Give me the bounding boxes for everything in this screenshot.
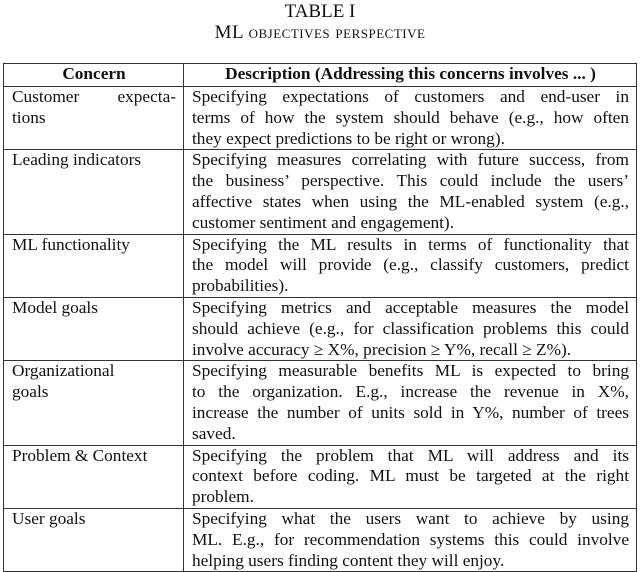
table-row bbox=[4, 361, 637, 445]
concern-cell bbox=[4, 234, 184, 297]
concern-line: Organizational bbox=[12, 361, 115, 381]
concern-line: tions bbox=[12, 107, 46, 127]
header-description: Description (Addressing this concerns involves ... ) bbox=[184, 64, 637, 87]
description-cell bbox=[184, 87, 637, 150]
description-cell bbox=[184, 150, 637, 234]
description-line: involve accuracy ≥ X%, precision ≥ Y%, recall ≥ Z%). bbox=[192, 339, 572, 359]
description-cell bbox=[184, 508, 637, 571]
description-line: Specifying the problem that ML will address and its bbox=[192, 445, 629, 465]
table-row bbox=[4, 445, 637, 508]
description-line: to the organization. E.g., increase the revenue in X%, bbox=[192, 382, 629, 402]
description-cell bbox=[184, 234, 637, 297]
description-line: terms of how the system should behave (e.g., how often bbox=[192, 107, 629, 127]
concern-cell bbox=[4, 508, 184, 571]
table-row bbox=[4, 87, 637, 150]
description-line: the model will provide (e.g., classify customers, predict bbox=[192, 255, 629, 275]
table-label: TABLE I bbox=[284, 1, 356, 22]
description-line: context before coding. ML must be targeted at the right bbox=[192, 466, 629, 486]
description-line: should achieve (e.g., for classification problems this could bbox=[192, 318, 629, 338]
table-row bbox=[4, 150, 637, 234]
description-cell bbox=[184, 361, 637, 445]
description-cell bbox=[184, 445, 637, 508]
description-line: Specifying measurable benefits ML is expected to bring bbox=[192, 361, 629, 381]
description-line: Specifying expectations of customers and end-user in bbox=[192, 87, 629, 106]
description-line: Specifying the ML results in terms of functionality that bbox=[192, 234, 629, 254]
description-line: helping users finding content they will enjoy. bbox=[192, 550, 505, 570]
table-body bbox=[4, 87, 637, 572]
description-line: customer sentiment and engagement). bbox=[192, 212, 455, 232]
description-line: Specifying what the users want to achieve by using bbox=[192, 508, 629, 528]
description-line: Specifying measures correlating with future success, from bbox=[192, 150, 629, 170]
description-line: problem. bbox=[192, 487, 254, 507]
concern-cell bbox=[4, 150, 184, 234]
table-row bbox=[4, 234, 637, 297]
table-row bbox=[4, 297, 637, 360]
concern-cell bbox=[4, 87, 184, 150]
description-line: ML. E.g., for recommendation systems this could involve bbox=[192, 529, 629, 549]
concern-line: Model goals bbox=[12, 297, 98, 317]
concern-line: Leading indicators bbox=[12, 150, 142, 170]
concern-line: User goals bbox=[12, 508, 86, 528]
concern-line: ML functionality bbox=[12, 234, 130, 254]
concern-line: Customer expecta- bbox=[12, 87, 176, 106]
description-line: probabilities). bbox=[192, 276, 289, 296]
table-row bbox=[4, 508, 637, 571]
description-line: increase the number of units sold in Y%, number of trees bbox=[192, 402, 629, 422]
concern-cell bbox=[4, 445, 184, 508]
concern-line: Problem & Context bbox=[12, 445, 148, 465]
description-line: Specifying metrics and acceptable measures the model bbox=[192, 297, 629, 317]
table-header-row bbox=[4, 64, 637, 87]
ml-objectives-table bbox=[3, 63, 637, 572]
concern-line: goals bbox=[12, 382, 49, 402]
description-line: saved. bbox=[192, 423, 236, 443]
description-line: the business’ perspective. This could include the users’ bbox=[192, 171, 629, 191]
header-concern: Concern bbox=[4, 64, 184, 87]
description-cell bbox=[184, 297, 637, 360]
description-line: they expect predictions to be right or wrong). bbox=[192, 128, 505, 148]
table-title: ML objectives perspective bbox=[214, 22, 426, 43]
concern-cell bbox=[4, 361, 184, 445]
concern-cell bbox=[4, 297, 184, 360]
description-line: affective states when using the ML-enabled system (e.g., bbox=[192, 191, 629, 211]
